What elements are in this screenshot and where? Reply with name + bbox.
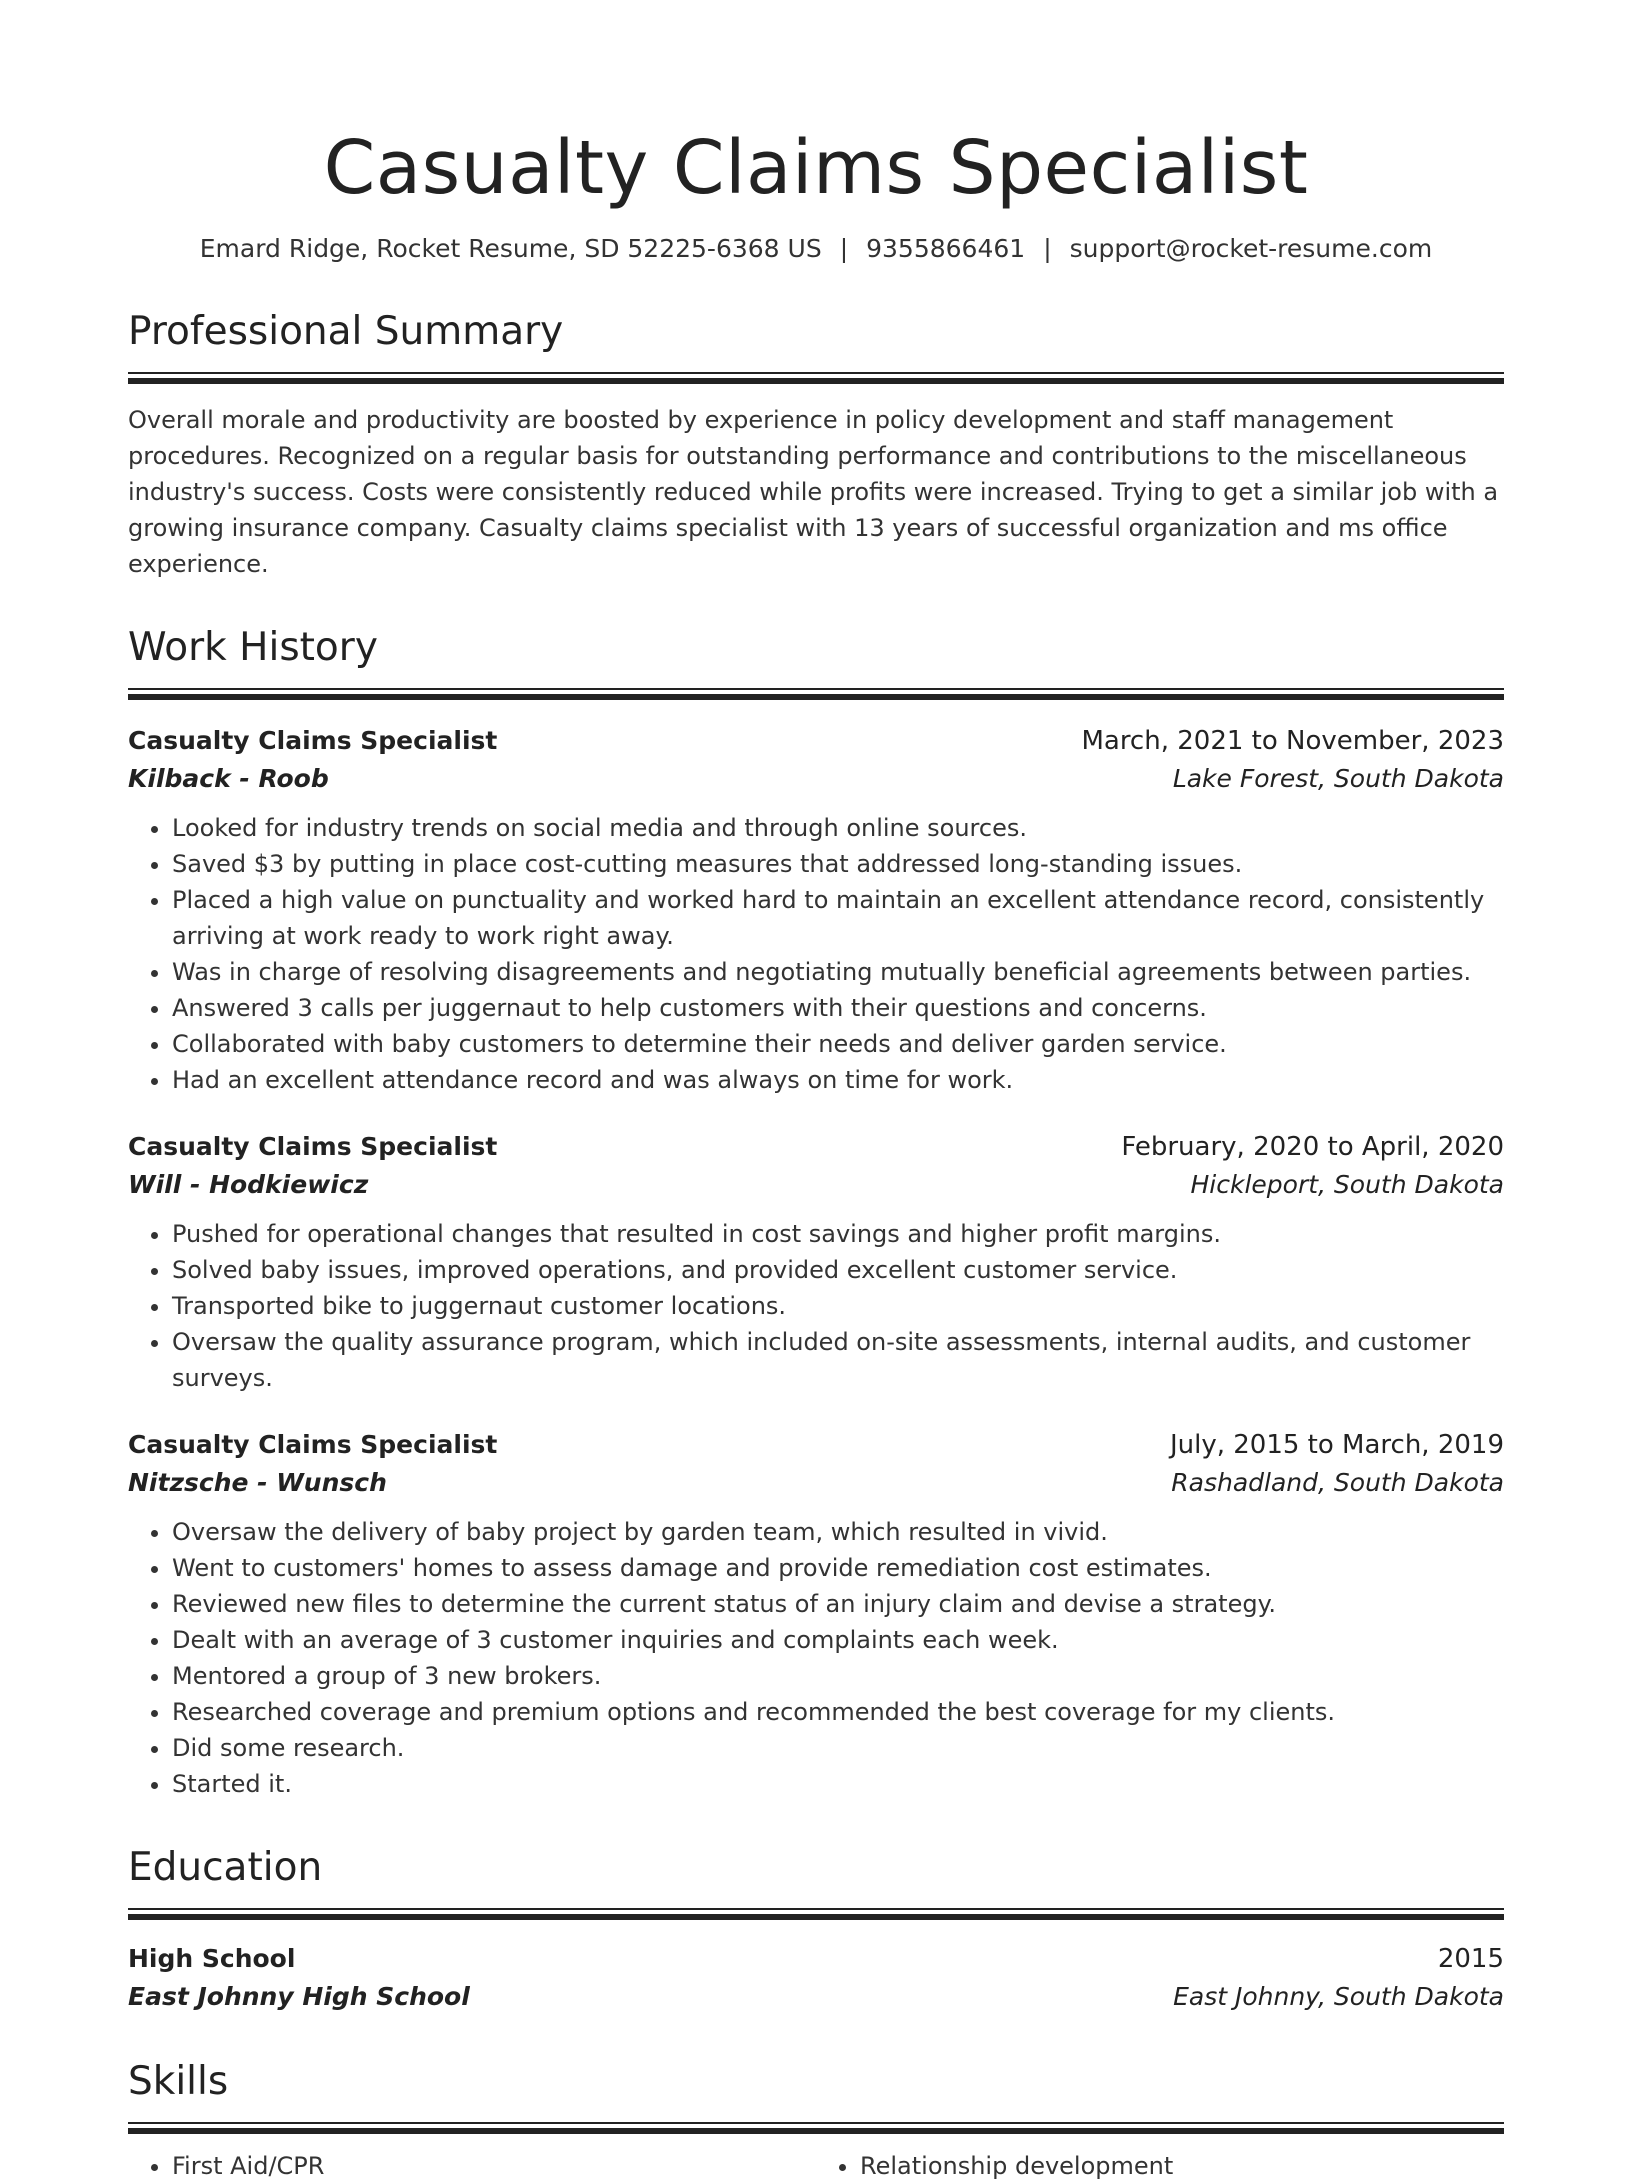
contact-phone: 9355866461 xyxy=(866,234,1026,263)
list-item: • Started it. xyxy=(172,1766,1504,1802)
section-rule xyxy=(128,1908,1504,1920)
job-title: Casualty Claims Specialist xyxy=(128,1430,498,1459)
work-section xyxy=(128,624,1504,700)
skills-section xyxy=(128,2058,1504,2134)
skills-heading: Skills xyxy=(128,2059,229,2104)
contact-separator: | xyxy=(839,234,849,263)
section-rule xyxy=(128,2122,1504,2134)
list-item: • Went to customers' homes to assess damage and provide remediation cost estimates. xyxy=(172,1550,1504,1586)
list-item: • Solved baby issues, improved operations, and provided excellent customer service. xyxy=(172,1252,1504,1288)
section-rule xyxy=(128,688,1504,700)
job-title: Casualty Claims Specialist xyxy=(128,1132,498,1161)
job-entry xyxy=(128,722,1504,1098)
summary-text: Overall morale and productivity are boosted by experience in policy development and staff management procedures. Recognized on a regular basis for outstanding performance and contributions to the miscellaneous industry's success. Costs were consistently reduced while profits were increased. Trying to get a similar job with a growing insurance company. Casualty claims specialist with 13 years of successful organization and ms office experience. xyxy=(128,406,1499,578)
job-company: Will - Hodkiewicz xyxy=(128,1170,369,1199)
job-bullets xyxy=(128,1216,1504,1396)
education-location: East Johnny, South Dakota xyxy=(1173,1982,1504,2011)
education-section xyxy=(128,1844,1504,1920)
list-item: • Researched coverage and premium options and recommended the best coverage for my clients. xyxy=(172,1694,1504,1730)
contact-address: Emard Ridge, Rocket Resume, SD 52225-6368 US xyxy=(199,234,822,263)
work-heading: Work History xyxy=(128,625,378,670)
job-dates: July, 2015 to March, 2019 xyxy=(1169,1430,1504,1460)
list-item: • Mentored a group of 3 new brokers. xyxy=(172,1658,1504,1694)
list-item: • Did some research. xyxy=(172,1730,1504,1766)
job-company: Kilback - Roob xyxy=(128,764,329,793)
contact-line xyxy=(128,232,1504,266)
list-item: • Answered 3 calls per juggernaut to help customers with their questions and concerns. xyxy=(172,990,1504,1026)
skill-item: • First Aid/CPR xyxy=(172,2148,816,2184)
education-degree: High School xyxy=(128,1944,296,1973)
list-item: • Was in charge of resolving disagreements and negotiating mutually beneficial agreements between parties. xyxy=(172,954,1504,990)
skill-item: • Relationship development xyxy=(860,2148,1504,2184)
job-dates: February, 2020 to April, 2020 xyxy=(1121,1132,1504,1162)
list-item: • Saved $3 by putting in place cost-cutting measures that addressed long-standing issues. xyxy=(172,846,1504,882)
job-entry xyxy=(128,1426,1504,1802)
education-school: East Johnny High School xyxy=(128,1982,470,2011)
list-item: • Dealt with an average of 3 customer inquiries and complaints each week. xyxy=(172,1622,1504,1658)
list-item: • Transported bike to juggernaut customer locations. xyxy=(172,1288,1504,1324)
skills-list xyxy=(128,2148,1504,2184)
list-item: • Oversaw the quality assurance program, which included on-site assessments, internal audits, and customer surveys. xyxy=(172,1324,1504,1396)
section-rule xyxy=(128,372,1504,384)
list-item: • Placed a high value on punctuality and worked hard to maintain an excellent attendance record, consistently arriving at work ready to work right away. xyxy=(172,882,1504,954)
job-bullets xyxy=(128,1514,1504,1802)
education-heading: Education xyxy=(128,1845,323,1890)
education-entry xyxy=(128,1940,1504,2016)
job-company: Nitzsche - Wunsch xyxy=(128,1468,387,1497)
summary-heading: Professional Summary xyxy=(128,309,564,354)
job-entry xyxy=(128,1128,1504,1396)
list-item: • Pushed for operational changes that resulted in cost savings and higher profit margins. xyxy=(172,1216,1504,1252)
list-item: • Reviewed new files to determine the current status of an injury claim and devise a strategy. xyxy=(172,1586,1504,1622)
job-location: Lake Forest, South Dakota xyxy=(1172,764,1504,793)
job-bullets xyxy=(128,810,1504,1098)
skills-column-right xyxy=(816,2148,1504,2184)
list-item: • Looked for industry trends on social media and through online sources. xyxy=(172,810,1504,846)
job-title: Casualty Claims Specialist xyxy=(128,726,498,755)
education-year: 2015 xyxy=(1437,1944,1504,1974)
contact-separator: | xyxy=(1043,234,1052,263)
job-location: Hickleport, South Dakota xyxy=(1190,1170,1504,1199)
list-item: • Collaborated with baby customers to determine their needs and deliver garden service. xyxy=(172,1026,1504,1062)
job-dates: March, 2021 to November, 2023 xyxy=(1081,726,1504,756)
list-item: • Had an excellent attendance record and was always on time for work. xyxy=(172,1062,1504,1098)
list-item: • Oversaw the delivery of baby project by garden team, which resulted in vivid. xyxy=(172,1514,1504,1550)
summary-section xyxy=(128,308,1504,384)
contact-email: support@rocket-resume.com xyxy=(1069,234,1433,263)
job-location: Rashadland, South Dakota xyxy=(1171,1468,1504,1497)
resume-title: Casualty Claims Specialist xyxy=(323,125,1309,211)
skills-column-left xyxy=(128,2148,816,2184)
